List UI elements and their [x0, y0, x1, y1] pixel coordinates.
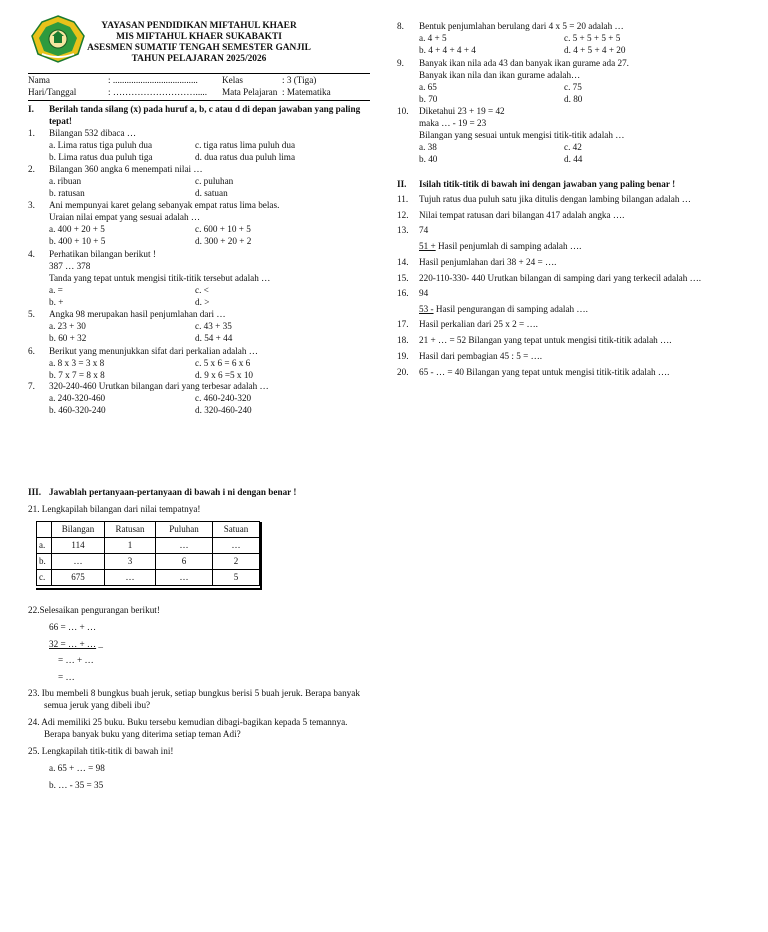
question-text: 21. Lengkapilah bilangan dari nilai tempatnya!	[28, 504, 201, 514]
sub-question-b: b. … - 35 = 35	[49, 780, 104, 790]
question-text: Hasil pengurangan di samping adalah ….	[433, 304, 588, 314]
question-text: Diketahui 23 + 19 = 42	[419, 106, 505, 116]
question-number: 1.	[28, 128, 35, 138]
working-line-3: = … + …	[58, 655, 94, 665]
working-line-4: = …	[58, 672, 75, 682]
option-c: c. 75	[564, 82, 582, 92]
question-text: Perhatikan bilangan berikut !	[49, 249, 156, 259]
question-text-cont: Uraian nilai empat yang sesuai adalah …	[49, 212, 201, 222]
table-row	[37, 538, 260, 554]
kelas-value: : 3 (Tiga)	[282, 75, 317, 85]
table-header-cell: Ratusan	[105, 522, 156, 538]
question-text: 320-240-460 Urutkan bilangan dari yang terbesar adalah …	[49, 381, 269, 391]
option-c: c. <	[195, 285, 209, 295]
option-a: a. =	[49, 285, 63, 295]
option-b: b. 60 + 32	[49, 333, 87, 343]
table-cell: 114	[52, 538, 105, 554]
question-text: Banyak ikan nila ada 43 dan banyak ikan gurame ada 27.	[419, 58, 629, 68]
table-header-cell: Satuan	[213, 522, 260, 538]
option-d: d. 4 + 5 + 4 + 20	[564, 45, 626, 55]
question-text-cont: Bilangan yang sesuai untuk mengisi titik-titik adalah …	[419, 130, 625, 140]
table-cell: c.	[37, 570, 52, 586]
identity-table	[28, 73, 370, 101]
sub-question-a: a. 65 + … = 98	[49, 763, 105, 773]
question-number: 7.	[28, 381, 35, 391]
question-text: 220-110-330- 440 Urutkan bilangan di samping dari yang terkecil adalah ….	[419, 273, 702, 283]
section-3-number: III.	[28, 487, 42, 497]
option-a: a. 4 + 5	[419, 33, 447, 43]
option-d: d. 9 x 6 =5 x 10	[195, 370, 254, 380]
question-number: 13.	[397, 225, 409, 235]
question-text-cont: Tanda yang tepat untuk mengisi titik-titik tersebut adalah …	[49, 273, 271, 283]
table-cell: …	[52, 554, 105, 570]
option-b: b. 4 + 4 + 4 + 4	[419, 45, 476, 55]
option-a: a. 400 + 20 + 5	[49, 224, 105, 234]
option-c: c. 600 + 10 + 5	[195, 224, 251, 234]
question-text: Tujuh ratus dua puluh satu jika ditulis dengan lambing bilangan adalah …	[419, 194, 691, 204]
table-shadow-right	[260, 522, 262, 590]
option-a: a. 8 x 3 = 3 x 8	[49, 358, 105, 368]
question-text: Bentuk penjumlahan berulang dari 4 x 5 = 20 adalah …	[419, 21, 624, 31]
table-cell: …	[156, 538, 213, 554]
option-d: d. >	[195, 297, 210, 307]
option-b: b. 400 + 10 + 5	[49, 236, 106, 246]
question-number: 9.	[397, 58, 404, 68]
table-cell: 6	[156, 554, 213, 570]
question-number: 14.	[397, 257, 409, 267]
addition-bottom-operand: 51 +	[419, 241, 436, 251]
option-d: d. 80	[564, 94, 583, 104]
table-cell: 2	[213, 554, 260, 570]
working-line-2-underlined: 32 = … + …	[49, 639, 97, 649]
subtraction-bottom-operand: 53 -	[419, 304, 434, 314]
table-row	[37, 570, 260, 586]
question-number: 19.	[397, 351, 409, 361]
addition-top-operand: 74	[419, 225, 429, 235]
question-text: 24. Adi memiliki 25 buku. Buku tersebu kemudian dibagi-bagikan kepada 5 temannya.	[28, 717, 348, 727]
hari-value: : ……………………….....	[108, 87, 208, 97]
option-c: c. 460-240-320	[195, 393, 252, 403]
table-cell: 675	[52, 570, 105, 586]
option-a: a. 23 + 30	[49, 321, 86, 331]
header-school: MIS MIFTAHUL KHAER SUKABAKTI	[116, 32, 282, 42]
option-b: b. ratusan	[49, 188, 85, 198]
working-line-2-minus: _	[96, 639, 104, 649]
question-text: Ani mempunyai karet gelang sebanyak empat ratus lima belas.	[49, 200, 280, 210]
section-3-title: Jawablah pertanyaan-pertanyaan di bawah i ni dengan benar !	[49, 487, 297, 497]
option-b: b. 460-320-240	[49, 405, 106, 415]
option-c: c. puluhan	[195, 176, 234, 186]
subtraction-top-operand: 94	[419, 288, 429, 298]
option-d: d. 44	[564, 154, 583, 164]
question-expression: 387 … 378	[49, 261, 91, 271]
section-2-title: Isilah titik-titik di bawah ini dengan jawaban yang paling benar !	[419, 179, 676, 189]
addition-bottom-line	[419, 241, 581, 253]
question-text: 23. Ibu membeli 8 bungkus buah jeruk, setiap bungkus berisi 5 buah jeruk. Berapa banyak	[28, 688, 360, 698]
working-line-1: 66 = … + …	[49, 622, 97, 632]
header-exam: ASESMEN SUMATIF TENGAH SEMESTER GANJIL	[87, 43, 311, 53]
question-text: Hasil perkalian dari 25 x 2 = ….	[419, 319, 538, 329]
option-a: a. Lima ratus tiga puluh dua	[49, 140, 153, 150]
question-text: Bilangan 360 angka 6 menempati nilai …	[49, 164, 203, 174]
question-number: 3.	[28, 200, 35, 210]
option-b: b. 70	[419, 94, 438, 104]
table-cell: …	[156, 570, 213, 586]
table-header-cell: Puluhan	[156, 522, 213, 538]
option-c: c. 5 x 6 = 6 x 6	[195, 358, 251, 368]
hari-label: Hari/Tanggal	[28, 87, 77, 97]
question-text: 65 - … = 40 Bilangan yang tepat untuk mengisi titik-titik adalah ….	[419, 367, 670, 377]
option-d: d. dua ratus dua puluh lima	[195, 152, 296, 162]
option-c: c. 42	[564, 142, 582, 152]
table-row	[37, 554, 260, 570]
mapel-label: Mata Pelajaran	[222, 87, 278, 97]
section-2-number: II.	[397, 179, 407, 189]
question-number: 16.	[397, 288, 409, 298]
option-a: a. 65	[419, 82, 437, 92]
table-cell: 5	[213, 570, 260, 586]
kelas-label: Kelas	[222, 75, 243, 85]
question-number: 15.	[397, 273, 409, 283]
option-a: a. ribuan	[49, 176, 82, 186]
place-value-table	[36, 521, 260, 586]
table-header-row	[37, 522, 260, 538]
option-a: a. 38	[419, 142, 437, 152]
question-number: 6.	[28, 346, 35, 356]
option-b: b. 40	[419, 154, 438, 164]
header-year: TAHUN PELAJARAN 2025/2026	[131, 54, 267, 64]
table-cell: 3	[105, 554, 156, 570]
table-cell: …	[105, 570, 156, 586]
nama-label: Nama	[28, 75, 50, 85]
question-number: 20.	[397, 367, 409, 377]
question-number: 12.	[397, 210, 409, 220]
option-d: d. 320-460-240	[195, 405, 252, 415]
question-text: Bilangan 532 dibaca …	[49, 128, 137, 138]
mapel-value: : Matematika	[282, 87, 331, 97]
question-number: 18.	[397, 335, 409, 345]
section-1-number: I.	[28, 104, 34, 114]
option-c: c. tiga ratus lima puluh dua	[195, 140, 296, 150]
header-foundation: YAYASAN PENDIDIKAN MIFTAHUL KHAER	[101, 21, 297, 31]
option-d: d. 54 + 44	[195, 333, 233, 343]
question-number: 5.	[28, 309, 35, 319]
question-text: Angka 98 merupakan hasil penjumlahan dari …	[49, 309, 226, 319]
question-number: 10.	[397, 106, 409, 116]
question-number: 4.	[28, 249, 35, 259]
header-block	[70, 21, 328, 65]
working-line-2	[49, 639, 103, 651]
question-text: Hasil dari pembagian 45 : 5 = ….	[419, 351, 543, 361]
question-number: 17.	[397, 319, 409, 329]
table-header-cell: Bilangan	[52, 522, 105, 538]
question-text-cont: semua jeruk yang dibeli ibu?	[44, 700, 151, 710]
option-d: d. 300 + 20 + 2	[195, 236, 252, 246]
option-b: b. 7 x 7 = 8 x 8	[49, 370, 105, 380]
table-cell: 1	[105, 538, 156, 554]
question-text: 21 + … = 52 Bilangan yang tepat untuk mengisi titik-titik adalah ….	[419, 335, 672, 345]
question-number: 8.	[397, 21, 404, 31]
question-number: 11.	[397, 194, 409, 204]
option-b: b. Lima ratus dua puluh tiga	[49, 152, 153, 162]
nama-value: : .....................................	[108, 75, 198, 85]
section-1-title-cont: tepat!	[49, 116, 72, 126]
question-text-cont: Berapa banyak buku yang diterima setiap teman Adi?	[44, 729, 241, 739]
question-text: Hasil penjumlah di samping adalah ….	[435, 241, 582, 251]
option-b: b. +	[49, 297, 64, 307]
option-d: d. satuan	[195, 188, 228, 198]
question-expression: maka … - 19 = 23	[419, 118, 487, 128]
question-number: 2.	[28, 164, 35, 174]
question-text: Nilai tempat ratusan dari bilangan 417 adalah angka ….	[419, 210, 625, 220]
option-c: c. 43 + 35	[195, 321, 232, 331]
table-header-cell	[37, 522, 52, 538]
question-text: 25. Lengkapilah titik-titik di bawah ini!	[28, 746, 174, 756]
question-text-cont: Banyak ikan nila dan ikan gurame adalah…	[419, 70, 581, 80]
question-text: Hasil penjumlahan dari 38 + 24 = ….	[419, 257, 557, 267]
subtraction-bottom-line	[419, 304, 588, 316]
question-text: Berikut yang menunjukkan sifat dari perkalian adalah …	[49, 346, 258, 356]
question-text: 22.Selesaikan pengurangan berikut!	[28, 605, 160, 615]
table-cell: b.	[37, 554, 52, 570]
table-cell: a.	[37, 538, 52, 554]
option-c: c. 5 + 5 + 5 + 5	[564, 33, 621, 43]
table-cell: …	[213, 538, 260, 554]
option-a: a. 240-320-460	[49, 393, 106, 403]
section-1-title: Berilah tanda silang (x) pada huruf a, b, c atau d di depan jawaban yang paling	[49, 104, 361, 114]
table-shadow-bottom	[36, 588, 262, 590]
